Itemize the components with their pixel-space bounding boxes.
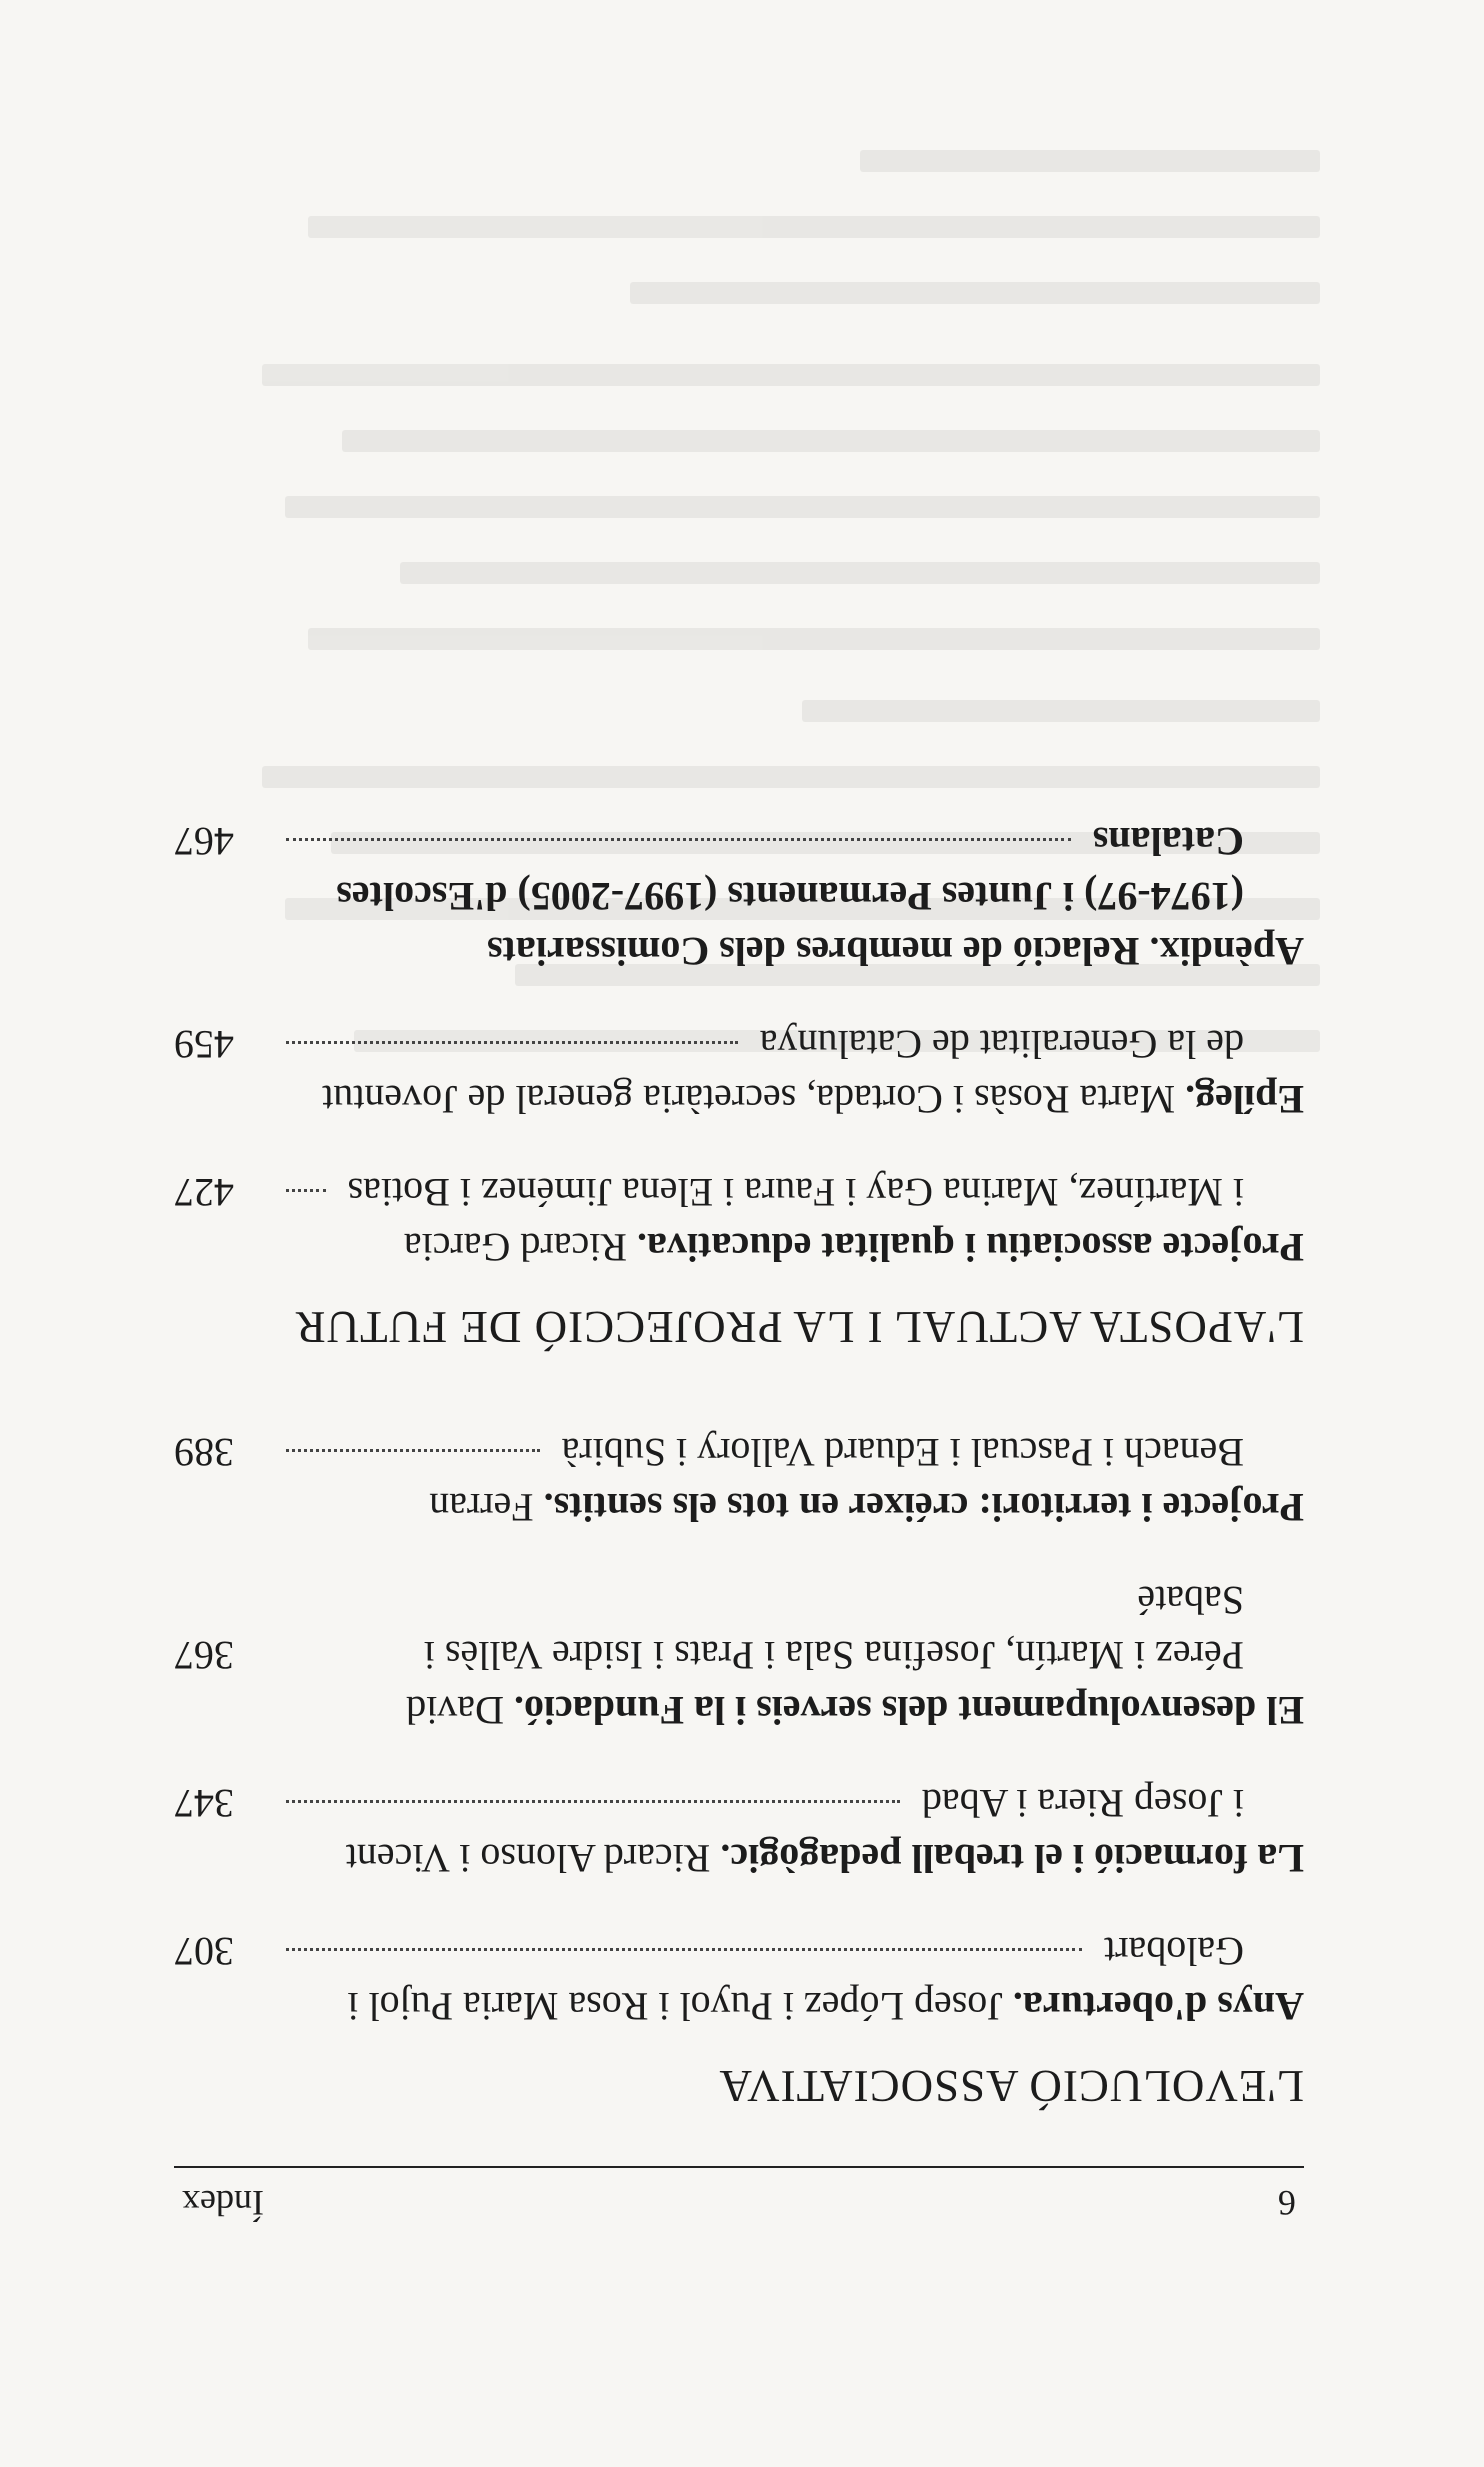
entry-title-cont: (1974-97) i Juntes Permanents (1997-2005) d'Escoltes xyxy=(336,874,1244,919)
entry-second-line xyxy=(174,1573,1304,1683)
page-number: 6 xyxy=(1278,2183,1296,2223)
running-title: Índex xyxy=(182,2183,264,2223)
running-header xyxy=(174,2166,1304,2224)
entry-title: Epíleg. xyxy=(1185,1077,1304,1122)
entry-title: Apèndix. Relació de membres dels Comissariats xyxy=(487,929,1304,974)
entry-authors-cont: i Martínez, Marina Gay i Faura i Elena Jiménez i Botias xyxy=(347,1170,1244,1215)
toc-entry xyxy=(174,1017,1304,1127)
entry-authors-cont: Benach i Pascual i Eduard Vallory i Subirà xyxy=(561,1430,1244,1475)
entry-second-line xyxy=(174,1017,1304,1072)
page-content xyxy=(174,776,1304,2224)
entry-first-line xyxy=(174,924,1304,979)
entry-page-number: 459 xyxy=(174,1022,234,1067)
entry-authors-cont: de la Generalitat de Catalunya xyxy=(759,1022,1244,1067)
entry-authors: Marta Rosàs i Cortada, secretària general de Joventut xyxy=(322,1077,1186,1122)
entry-title-end: Catalans xyxy=(1092,819,1244,864)
entry-authors-cont: Galobart xyxy=(1104,1929,1244,1974)
entry-page-number: 367 xyxy=(174,1633,234,1678)
toc-entry xyxy=(174,1776,1304,1886)
entry-first-line xyxy=(174,1220,1304,1275)
entry-authors: David xyxy=(406,1688,514,1733)
dot-leader xyxy=(286,838,1071,841)
entry-second-line xyxy=(174,869,1304,924)
entry-second-line xyxy=(174,1425,1304,1480)
entry-authors: Josep López i Puyol i Rosa Maria Pujol i xyxy=(347,1984,1013,2029)
toc-entry xyxy=(174,1165,1304,1275)
entry-authors: Ferran xyxy=(429,1485,544,1530)
dot-leader xyxy=(286,1800,900,1803)
toc-entry xyxy=(174,1924,1304,2034)
dot-leader xyxy=(286,1449,540,1452)
entry-page-number: 307 xyxy=(174,1929,234,1974)
toc-entry xyxy=(174,1573,1304,1738)
entry-page-number: 347 xyxy=(174,1781,234,1826)
entry-title: El desenvolupament dels serveis i la Fundació. xyxy=(513,1688,1304,1733)
dot-leader xyxy=(286,1041,738,1044)
entry-authors-cont: i Josep Riera i Abad xyxy=(921,1781,1244,1826)
entry-authors: Ricard Garcia xyxy=(403,1225,638,1270)
entry-first-line xyxy=(174,1683,1304,1738)
toc-entry xyxy=(174,1425,1304,1535)
entry-title: Projecte associatiu i qualitat educativa. xyxy=(637,1225,1304,1270)
entry-second-line xyxy=(174,1776,1304,1831)
entry-authors-cont: Pérez i Martín, Josefina Sala i Prats i Isidre Vallès i Sabaté xyxy=(423,1578,1244,1678)
entry-first-line xyxy=(174,1480,1304,1535)
entry-first-line xyxy=(174,1072,1304,1127)
entry-page-number: 389 xyxy=(174,1430,234,1475)
dot-leader xyxy=(286,1948,1082,1951)
entry-first-line xyxy=(174,1979,1304,2034)
toc-entry xyxy=(174,814,1304,979)
section-title: L'APOSTA ACTUAL I LA PROJECCIÓ DE FUTUR xyxy=(294,1302,1304,1352)
entry-first-line xyxy=(174,1831,1304,1886)
entry-title: La formació i el treball pedagògic. xyxy=(720,1836,1304,1881)
entry-second-line xyxy=(174,1165,1304,1220)
entry-page-number: 427 xyxy=(174,1170,234,1215)
dot-leader xyxy=(286,1189,326,1192)
entry-page-number: 467 xyxy=(174,819,234,864)
entry-title: Anys d'obertura. xyxy=(1012,1984,1304,2029)
section-title: L'EVOLUCIÓ ASSOCIATIVA xyxy=(718,2061,1304,2111)
entry-authors: Ricard Alonso i Vicent xyxy=(345,1836,721,1881)
entry-title: Projecte i territori: créixer en tots els sentits. xyxy=(543,1485,1304,1530)
entry-third-line xyxy=(174,814,1304,869)
entry-second-line xyxy=(174,1924,1304,1979)
